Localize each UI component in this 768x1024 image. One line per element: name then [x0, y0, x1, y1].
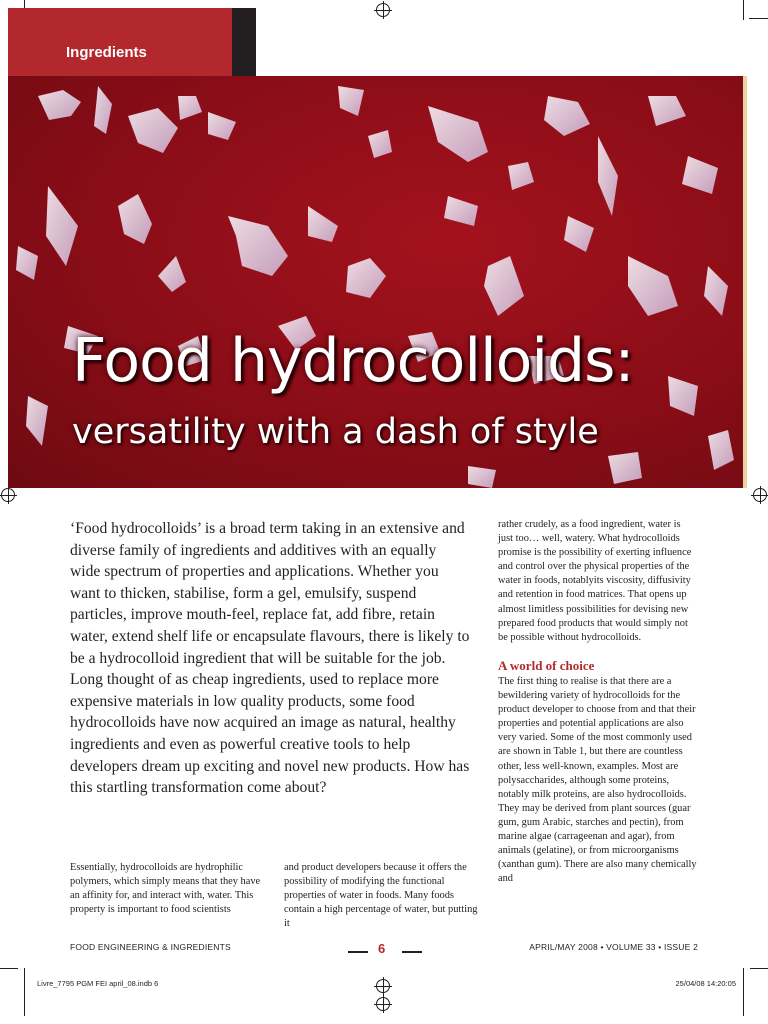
- footer-issue: APRIL/MAY 2008 • VOLUME 33 • ISSUE 2: [529, 942, 698, 952]
- page-number-rule: [348, 951, 368, 953]
- body-column-2: and product developers because it offers the possibility of modifying the functional properties of water in foods. Many foods contain a high percentage of water, but putting it: [284, 862, 478, 930]
- registration-mark-icon: [1, 488, 15, 502]
- slug-filename: Livre_7795 PGM FEI april_08.indb 6: [37, 979, 159, 988]
- section-heading: A world of choice: [498, 657, 595, 673]
- footer-publication: FOOD ENGINEERING & INGREDIENTS: [70, 942, 231, 952]
- headline: Food hydrocolloids:: [72, 326, 634, 396]
- registration-mark-icon: [376, 997, 390, 1011]
- crop-mark: [24, 968, 25, 1016]
- section-tab-shadow: [232, 8, 256, 76]
- crop-mark: [743, 0, 744, 20]
- intro-paragraph: ‘Food hydrocolloids’ is a broad term taking in an extensive and diverse family of ingredients and additives with an equally wide spectrum of properties and applications. Whether you want to thicken, stabilise, form a gel, emulsify, suspend particles, improve mouth-feel, replace fat, add fibre, retain water, extend shelf life or encapsulate flavours, there is likely to be a hydrocolloid ingredient that will be suitable for the job. Long thought of as cheap ingredients, used to replace more expensive materials in low quality products, some food hydrocolloids have now acquired an image as natural, healthy ingredients and even as powerful creative tools to help developers dream up exciting and novel new products. How has this startling transformation come about?: [70, 520, 470, 797]
- body-column-1: Essentially, hydrocolloids are hydrophilic polymers, which simply means that they have an affinity for, and interact with, water. This property is important to food scientists: [70, 862, 261, 916]
- section-label: Ingredients: [66, 44, 147, 61]
- crop-mark: [0, 968, 18, 969]
- hero-image: [8, 76, 743, 488]
- hero-edge-strip: [743, 76, 747, 488]
- subheadline: versatility with a dash of style: [72, 412, 599, 452]
- crop-mark: [749, 18, 768, 19]
- crop-mark: [750, 968, 768, 969]
- section-tab: [8, 8, 232, 76]
- registration-mark-icon: [753, 488, 767, 502]
- crop-mark: [743, 968, 744, 1016]
- page-number-rule: [402, 951, 422, 953]
- body-paragraph: The first thing to realise is that there are a bewildering variety of hydrocolloids for the product developer to choose from and that their properties and potential applications are also very varied. Some of the most commonly used are shown in Table 1, but there are countless other, less well-known, examples. Most are polysaccharides, although some proteins, notably milk proteins, are also hydrocolloids. They may be derived from plant sources (guar gum, gum Arabic, starches and pectin), from marine algae (carrageenan and agar), from animals (gelatine), or from microorganisms (xanthan gum). There are also many chemically and: [498, 675, 697, 885]
- page-number: 6: [378, 941, 386, 956]
- registration-mark-icon: [376, 3, 390, 17]
- body-column-3: [498, 518, 698, 886]
- slug-datetime: 25/04/08 14:20:05: [675, 979, 736, 988]
- body-paragraph: rather crudely, as a food ingredient, water is just too… well, watery. What hydrocolloids promise is the possibility of exerting influence and control over the physical properties of the water in foods, notablyits viscosity, diffusivity and retention in food matrices. That opens up almost limitless possibilities for devising new prepared food products that would simply not be possible without hydrocolloids.: [498, 519, 692, 643]
- registration-mark-icon: [376, 979, 390, 993]
